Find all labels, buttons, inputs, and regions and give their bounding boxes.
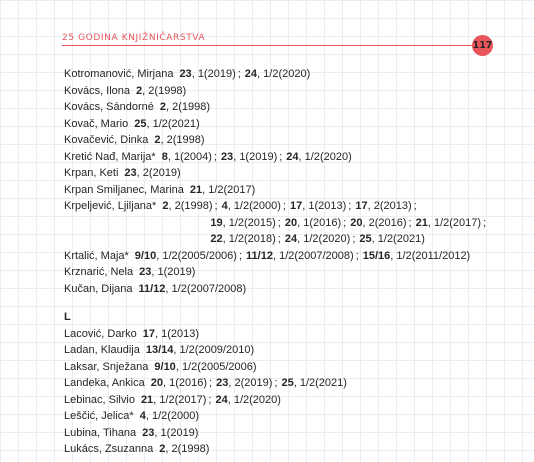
volume-number: 23: [124, 167, 137, 179]
ref-separator: ;: [355, 249, 359, 262]
issue-reference: 1(2004): [173, 150, 212, 163]
volume-number: 23: [139, 266, 152, 278]
index-entry: Kovács, Ilona 2, 2(1998): [64, 84, 187, 97]
index-section-k: [64, 66, 487, 297]
volume-number: 2: [154, 134, 161, 146]
issue-reference: 1/2(2005/2006): [181, 360, 257, 373]
author-name: Kučan, Dijana: [64, 282, 133, 295]
ref-separator: ;: [348, 200, 352, 212]
index-entry: Krpan, Keti 23, 2(2019): [64, 167, 181, 179]
ref-separator: ;: [277, 216, 281, 229]
issue-reference: 1/2(2017): [433, 216, 482, 229]
page-number-badge: 117: [472, 35, 493, 56]
ref-separator: ;: [483, 216, 487, 229]
volume-number: 17: [355, 200, 368, 212]
issue-reference: 1/2(2000): [151, 410, 200, 422]
ref-separator: ;: [343, 216, 347, 229]
volume-number: 17: [142, 327, 156, 340]
ref-separator: ;: [274, 377, 278, 389]
issue-reference: 1(2013): [308, 200, 347, 212]
issue-reference: 1(2019): [160, 426, 199, 439]
author-name: Kovačević, Dinka: [64, 134, 149, 146]
author-name: Krznarić, Nela: [64, 266, 134, 278]
reference-line: 22, 1/2(2018) ; 24, 1/2(2020) ; 25, 1/2(2021): [210, 233, 425, 245]
issue-reference: 2(1998): [148, 84, 187, 97]
issue-reference: 1/2(2007/2008): [171, 282, 247, 295]
issue-reference: 1(2019): [197, 68, 236, 80]
index-entry: Krtalić, Maja* 9/10, 1/2(2005/2006) ; 11/12, 1/2(2007/2008) ; 15/16, 1/2(2011/2012): [64, 249, 471, 262]
author-name: Kotromanović, Mirjana: [64, 68, 174, 80]
volume-number: 25: [281, 377, 294, 389]
author-name: Kovač, Mario: [64, 117, 129, 130]
ref-separator: ;: [277, 233, 281, 245]
index-entry: Lubina, Tihana 23, 1(2019): [64, 426, 199, 439]
volume-number: 22: [210, 233, 223, 245]
issue-reference: 2(1998): [172, 101, 211, 113]
volume-number: 20: [284, 216, 298, 229]
issue-reference: 1/2(2021): [299, 377, 347, 389]
author-name: Lacović, Darko: [64, 327, 137, 340]
volume-number: 2: [136, 84, 143, 97]
issue-reference: 1(2019): [239, 150, 278, 163]
ref-separator: ;: [208, 393, 212, 406]
author-name: Ladan, Klaudija: [64, 344, 140, 356]
ref-separator: ;: [214, 200, 218, 212]
volume-number: 9/10: [154, 360, 176, 373]
issue-reference: 1/2(2009/2010): [179, 344, 255, 356]
issue-reference: 1(2013): [161, 327, 200, 340]
index-entry: Kotromanović, Mirjana 23, 1(2019) ; 24, 1/2(2020): [64, 68, 311, 80]
ref-separator: ;: [209, 377, 213, 389]
ref-separator: ;: [238, 249, 243, 262]
running-title: 25 GODINA KNJIŽNIČARSTVA: [62, 33, 206, 43]
volume-number: 24: [215, 393, 228, 406]
author-name: Landeka, Ankica: [64, 377, 145, 389]
volume-number: 13/14: [145, 344, 174, 356]
issue-reference: 1/2(2017): [159, 393, 207, 406]
index-entry: Lukács, Zsuzanna 2, 2(1998): [64, 443, 210, 455]
ref-separator: ;: [408, 216, 412, 229]
index-entry: Landeka, Ankica 20, 1(2016) ; 23, 2(2019) ; 25, 1/2(2021): [64, 377, 347, 389]
reference-block: [162, 198, 487, 248]
issue-reference: 2(2019): [234, 377, 273, 389]
volume-number: 15/16: [362, 249, 391, 262]
issue-reference: 2(2013): [373, 200, 412, 212]
author-name: Lubina, Tihana: [64, 426, 137, 439]
ref-separator: ;: [413, 200, 417, 212]
author-name: Leščić, Jelica*: [64, 410, 134, 422]
volume-number: 24: [284, 233, 298, 245]
index-entry: Lacović, Darko 17, 1(2013): [64, 327, 200, 340]
volume-number: 20: [350, 216, 363, 229]
author-name: Lebinac, Silvio: [64, 393, 135, 406]
reference-line: 19, 1/2(2015) ; 20, 1(2016) ; 20, 2(2016) ; 21, 1/2(2017) ;: [210, 216, 487, 229]
volume-number: 4: [139, 410, 146, 422]
ref-separator: ;: [352, 233, 356, 245]
ref-separator: ;: [279, 150, 283, 163]
volume-number: 2: [162, 200, 169, 212]
index-entry: Kovač, Mario 25, 1/2(2021): [64, 117, 200, 130]
volume-number: 2: [159, 101, 167, 113]
index-entry: Kovačević, Dinka 2, 2(1998): [64, 134, 205, 146]
ref-separator: ;: [237, 68, 241, 80]
section-letter: L: [64, 311, 71, 323]
author-index: [64, 66, 487, 458]
index-entry: [64, 198, 487, 248]
issue-reference: 2(1998): [174, 200, 213, 212]
volume-number: 21: [140, 393, 154, 406]
issue-reference: 1/2(2017): [208, 183, 256, 196]
volume-number: 25: [134, 117, 147, 130]
volume-number: 21: [189, 183, 203, 196]
issue-reference: 1/2(2011/2012): [396, 249, 471, 262]
issue-reference: 1/2(2020): [233, 393, 281, 406]
volume-number: 23: [216, 377, 229, 389]
volume-number: 17: [289, 200, 303, 212]
volume-number: 24: [286, 150, 299, 163]
index-entry: Kretić Nađ, Marija* 8, 1(2004) ; 23, 1(2019) ; 24, 1/2(2020): [64, 150, 352, 163]
volume-number: 11/12: [246, 249, 273, 262]
issue-reference: 2(2019): [142, 167, 181, 179]
author-name: Krpan, Keti: [64, 167, 119, 179]
issue-reference: 1(2019): [157, 266, 196, 278]
author-name: Krtalić, Maja*: [64, 249, 129, 262]
index-entry: Ladan, Klaudija 13/14, 1/2(2009/2010): [64, 344, 255, 356]
ref-separator: ;: [282, 200, 286, 212]
author-name: Kovács, Ilona: [64, 84, 131, 97]
volume-number: 4: [221, 200, 228, 212]
index-entry: Kučan, Dijana 11/12, 1/2(2007/2008): [64, 282, 247, 295]
issue-reference: 1/2(2020): [304, 150, 352, 163]
author-name: Lukács, Zsuzanna: [64, 443, 154, 455]
issue-reference: 1/2(2020): [303, 233, 351, 245]
index-entry: Krznarić, Nela 23, 1(2019): [64, 266, 196, 278]
author-name: Krpan Smiljanec, Marina: [64, 183, 184, 196]
volume-number: 2: [159, 443, 166, 455]
issue-reference: 1/2(2021): [152, 117, 200, 130]
issue-reference: 1(2016): [303, 216, 342, 229]
volume-number: 23: [220, 150, 234, 163]
author-name: Kretić Nađ, Marija*: [64, 150, 156, 163]
page-header: [0, 0, 534, 60]
volume-number: 24: [244, 68, 258, 80]
issue-reference: 2(1998): [166, 134, 205, 146]
issue-reference: 1/2(2005/2006): [162, 249, 237, 262]
author-name: Laksar, Snježana: [64, 360, 149, 373]
issue-reference: 1/2(2020): [263, 68, 311, 80]
volume-number: 9/10: [134, 249, 157, 262]
volume-number: 23: [142, 426, 155, 439]
volume-number: 20: [150, 377, 163, 389]
issue-reference: 1/2(2018): [228, 233, 276, 245]
volume-number: 23: [179, 68, 192, 80]
issue-reference: 2(2016): [368, 216, 407, 229]
index-section-l: [64, 326, 484, 458]
ref-separator: ;: [213, 150, 217, 163]
index-entry: Laksar, Snježana 9/10, 1/2(2005/2006): [64, 360, 257, 373]
issue-reference: 2(1998): [171, 443, 210, 455]
volume-number: 21: [415, 216, 428, 229]
reference-line: 2, 2(1998) ; 4, 1/2(2000) ; 17, 1(2013) ; 17, 2(2013) ;: [162, 200, 417, 212]
issue-reference: 1/2(2015): [228, 216, 276, 229]
volume-number: 25: [359, 233, 372, 245]
issue-reference: 1/2(2021): [377, 233, 425, 245]
issue-reference: 1/2(2000): [233, 200, 281, 212]
index-entry: Leščić, Jelica* 4, 1/2(2000): [64, 410, 200, 422]
index-entry: Lebinac, Silvio 21, 1/2(2017) ; 24, 1/2(2020): [64, 393, 281, 406]
volume-number: 8: [161, 150, 168, 163]
issue-reference: 1(2016): [169, 377, 208, 389]
issue-reference: 1/2(2007/2008): [279, 249, 354, 262]
volume-number: 11/12: [138, 282, 166, 295]
author-name: Krpeljević, Ljiljana*: [64, 200, 157, 212]
index-entry: Kovács, Sándorné 2, 2(1998): [64, 101, 211, 113]
index-entry: Krpan Smiljanec, Marina 21, 1/2(2017): [64, 183, 256, 196]
author-name: Kovács, Sándorné: [64, 101, 154, 113]
volume-number: 19: [210, 216, 223, 229]
header-rule: [62, 45, 474, 46]
